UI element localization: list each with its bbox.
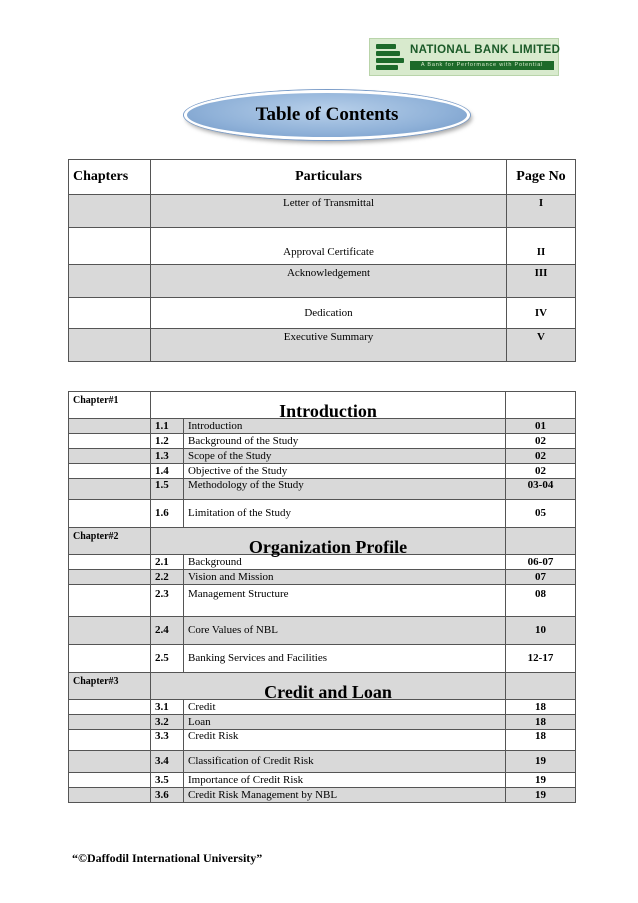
table-row <box>69 730 576 751</box>
section-page: 07 <box>506 570 576 585</box>
chapter-title: Introduction <box>151 392 506 419</box>
bank-logo-mark-icon <box>376 44 404 70</box>
section-number: 1.5 <box>151 479 184 500</box>
section-title: Importance of Credit Risk <box>184 773 506 788</box>
section-page: 08 <box>506 585 576 617</box>
section-title: Vision and Mission <box>184 570 506 585</box>
section-page: 06-07 <box>506 555 576 570</box>
section-page: 02 <box>506 434 576 449</box>
particulars-header: Particulars <box>151 160 507 195</box>
bank-tagline: A Bank for Performance with Potential <box>410 61 554 70</box>
chapter-label: Chapter#3 <box>69 673 151 700</box>
section-title: Methodology of the Study <box>184 479 506 500</box>
section-page: 12-17 <box>506 645 576 673</box>
table-row <box>69 329 576 362</box>
front-page: IV <box>507 298 576 329</box>
section-page: 02 <box>506 464 576 479</box>
section-number: 1.4 <box>151 464 184 479</box>
section-number: 3.5 <box>151 773 184 788</box>
table-row <box>69 751 576 773</box>
chapter-label: Chapter#2 <box>69 528 151 555</box>
section-title: Background <box>184 555 506 570</box>
table-row <box>69 645 576 673</box>
front-particular: Dedication <box>151 298 507 329</box>
front-matter-table <box>68 159 576 362</box>
table-row <box>69 617 576 645</box>
section-page: 18 <box>506 730 576 751</box>
table-row <box>69 570 576 585</box>
front-page: V <box>507 329 576 362</box>
section-number: 3.4 <box>151 751 184 773</box>
front-particular: Letter of Transmittal <box>151 195 507 228</box>
front-particular: Executive Summary <box>151 329 507 362</box>
front-page: III <box>507 265 576 298</box>
toc-title-badge <box>184 90 470 140</box>
section-number: 3.1 <box>151 700 184 715</box>
table-row <box>69 298 576 329</box>
section-page: 10 <box>506 617 576 645</box>
section-number: 3.2 <box>151 715 184 730</box>
section-number: 2.2 <box>151 570 184 585</box>
chapters-header: Chapters <box>69 160 151 195</box>
table-row <box>69 788 576 803</box>
table-row <box>69 464 576 479</box>
section-title: Scope of the Study <box>184 449 506 464</box>
section-page: 19 <box>506 788 576 803</box>
bank-name: NATIONAL BANK LIMITED <box>410 44 561 56</box>
chapter-header-row <box>69 673 576 700</box>
section-title: Background of the Study <box>184 434 506 449</box>
section-number: 2.3 <box>151 585 184 617</box>
section-title: Management Structure <box>184 585 506 617</box>
table-row <box>69 434 576 449</box>
section-title: Core Values of NBL <box>184 617 506 645</box>
section-title: Credit Risk <box>184 730 506 751</box>
section-page: 05 <box>506 500 576 528</box>
table-row <box>69 773 576 788</box>
section-number: 1.2 <box>151 434 184 449</box>
front-page: I <box>507 195 576 228</box>
section-title: Credit <box>184 700 506 715</box>
toc-title: Table of Contents <box>255 104 399 125</box>
section-number: 1.1 <box>151 419 184 434</box>
section-page: 18 <box>506 700 576 715</box>
chapter-label: Chapter#1 <box>69 392 151 419</box>
front-particular: Approval Certificate <box>151 228 507 265</box>
section-number: 2.4 <box>151 617 184 645</box>
section-title: Credit Risk Management by NBL <box>184 788 506 803</box>
chapter-title: Organization Profile <box>151 528 506 555</box>
section-page: 03-04 <box>506 479 576 500</box>
section-number: 2.1 <box>151 555 184 570</box>
table-row <box>69 265 576 298</box>
page-no-header: Page No <box>507 160 576 195</box>
section-title: Limitation of the Study <box>184 500 506 528</box>
section-number: 1.3 <box>151 449 184 464</box>
table-row <box>69 228 576 265</box>
section-title: Classification of Credit Risk <box>184 751 506 773</box>
section-page: 19 <box>506 751 576 773</box>
table-row <box>69 449 576 464</box>
table-row <box>69 195 576 228</box>
section-number: 2.5 <box>151 645 184 673</box>
front-page: II <box>507 228 576 265</box>
footer-credit: “©Daffodil International University” <box>72 851 263 865</box>
section-title: Banking Services and Facilities <box>184 645 506 673</box>
section-page: 01 <box>506 419 576 434</box>
section-page: 18 <box>506 715 576 730</box>
front-particular: Acknowledgement <box>151 265 507 298</box>
section-number: 3.3 <box>151 730 184 751</box>
section-page: 19 <box>506 773 576 788</box>
chapter-title: Credit and Loan <box>151 673 506 700</box>
chapter-header-row <box>69 392 576 419</box>
chapter-header-row <box>69 528 576 555</box>
section-number: 1.6 <box>151 500 184 528</box>
table-row <box>69 715 576 730</box>
section-number: 3.6 <box>151 788 184 803</box>
section-title: Loan <box>184 715 506 730</box>
chapters-table <box>68 391 576 803</box>
section-title: Introduction <box>184 419 506 434</box>
bank-logo <box>369 38 559 76</box>
table-row <box>69 500 576 528</box>
table-row <box>69 479 576 500</box>
section-page: 02 <box>506 449 576 464</box>
section-title: Objective of the Study <box>184 464 506 479</box>
front-matter-header-row <box>69 160 576 195</box>
table-row <box>69 585 576 617</box>
